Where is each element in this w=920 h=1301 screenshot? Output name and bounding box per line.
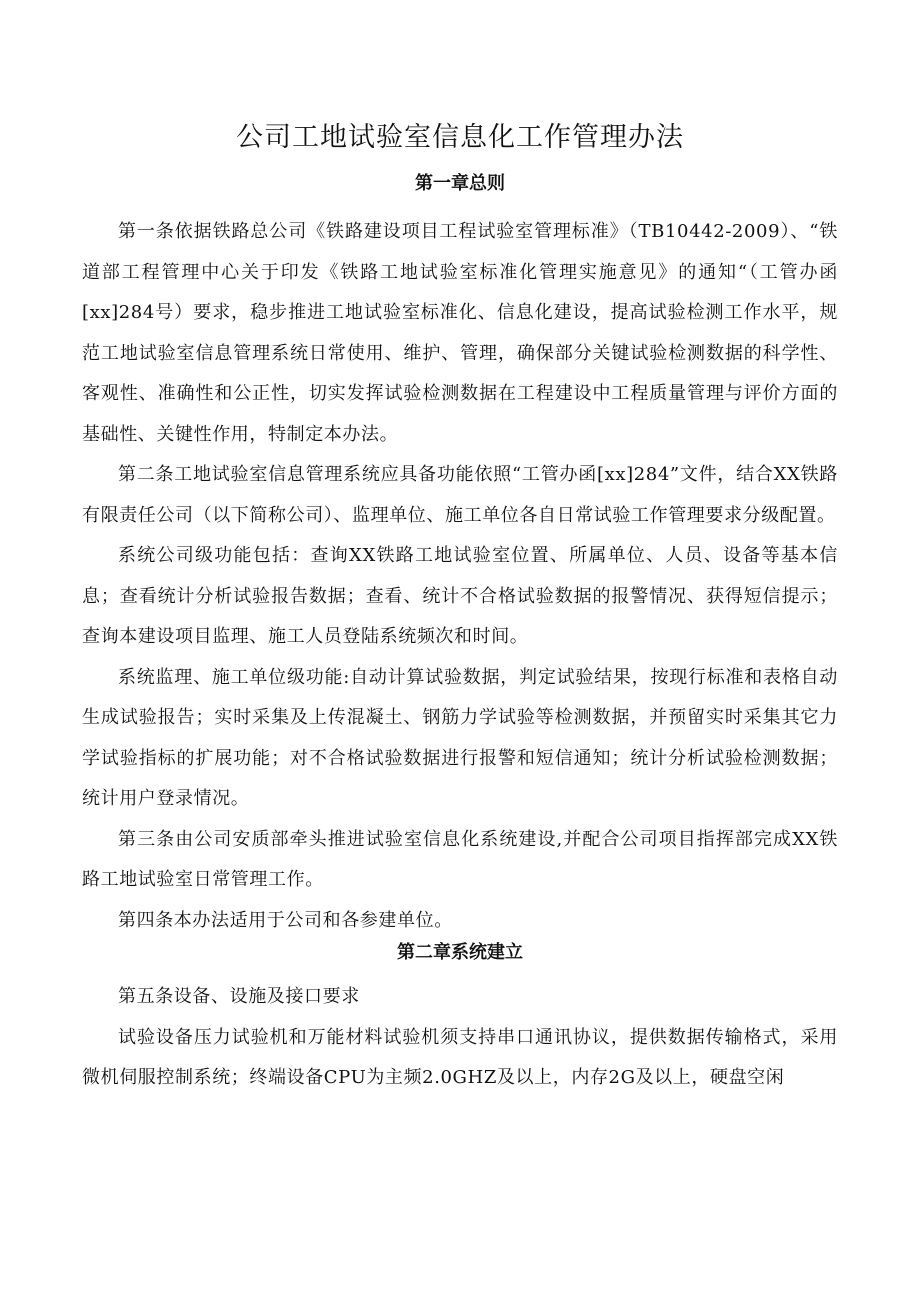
article-2-paragraph: 第二条工地试验室信息管理系统应具备功能依照“工管办函[xx]284”文件，结合XX铁路有限责任公司（以下简称公司）、监理单位、施工单位各自日常试验工作管理要求分级配置。 bbox=[82, 464, 838, 526]
chapter-heading-1: 第一章总则 bbox=[415, 173, 505, 194]
unit-level-functions-paragraph: 系统监理、施工单位级功能:自动计算试验数据，判定试验结果，按现行标准和表格自动生成试验报告；实时采集及上传混凝土、钢筋力学试验等检测数据，并预留实时采集其它力学试验指标的扩展功能；对不合格试验数据进行报警和短信通知；统计分析试验检测数据；统计用户登录情况。 bbox=[82, 666, 838, 809]
equipment-requirements-paragraph: 试验设备压力试验机和万能材料试验机须支持串口通讯协议，提供数据传输格式，采用微机伺服控制系统；终端设备CPU为主频2.0GHZ及以上，内存2G及以上，硬盘空闲 bbox=[82, 1026, 838, 1088]
article-1-paragraph: 第一条依据铁路总公司《铁路建设项目工程试验室管理标准》（TB10442-2009）、“铁道部工程管理中心关于印发《铁路工地试验室标准化管理实施意见》的通知“（工管办函[xx]284号）要求，稳步推进工地试验室标准化、信息化建设，提高试验检测工作水平，规范工地试验室信息管理系统日常使用、维护、管理，确保部分关键试验检测数据的科学性、客观性、准确性和公正性，切实发挥试验检测数据在工程建设中工程质量管理与评价方面的基础性、关键性作用，特制定本办法。 bbox=[82, 221, 838, 445]
company-level-functions-paragraph: 系统公司级功能包括：查询XX铁路工地试验室位置、所属单位、人员、设备等基本信息；查看统计分析试验报告数据；查看、统计不合格试验数据的报警情况、获得短信提示；查询本建设项目监理、施工人员登陆系统频次和时间。 bbox=[82, 545, 838, 647]
document-title: 公司工地试验室信息化工作管理办法 bbox=[236, 122, 684, 153]
document-page bbox=[82, 116, 838, 1099]
chapter-heading-2: 第二章系统建立 bbox=[397, 942, 523, 963]
article-5-paragraph: 第五条设备、设施及接口要求 bbox=[118, 986, 360, 1007]
article-4-paragraph: 第四条本办法适用于公司和各参建单位。 bbox=[118, 909, 453, 931]
article-3-paragraph: 第三条由公司安质部牵头推进试验室信息化系统建设,并配合公司项目指挥部完成XX铁路工地试验室日常管理工作。 bbox=[82, 828, 838, 890]
